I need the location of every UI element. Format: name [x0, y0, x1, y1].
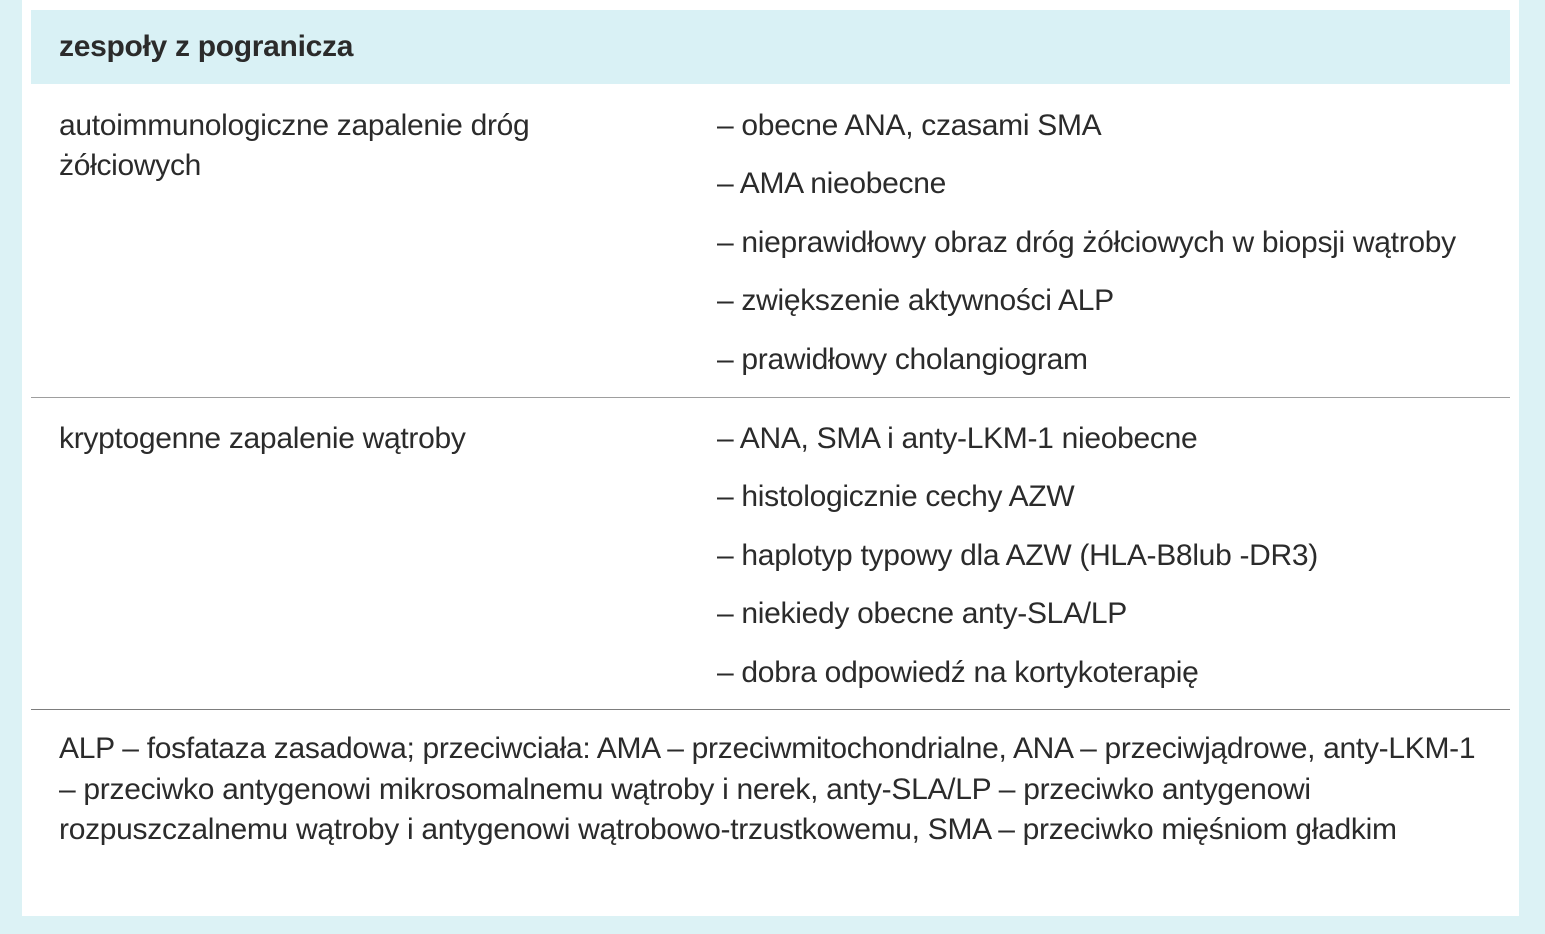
- syndrome-name: autoimmunologiczne zapalenie dróg żółciowych: [59, 109, 530, 182]
- feature-item: – haplotyp typowy dla AZW (HLA-B8lub -DR3): [717, 538, 1318, 572]
- feature-list: [717, 106, 1456, 398]
- table-row: [31, 397, 1510, 710]
- table-section-header: [31, 10, 1510, 84]
- syndrome-name: kryptogenne zapalenie wątroby: [59, 422, 466, 455]
- feature-item: – ANA, SMA i anty-LKM-1 nieobecne: [717, 422, 1198, 455]
- feature-item: – dobra odpowiedź na kortykoterapię: [717, 655, 1199, 689]
- feature-item: – histologicznie cechy AZW: [717, 480, 1075, 514]
- feature-item: – zwiększenie aktywności ALP: [717, 284, 1114, 318]
- feature-item: – nieprawidłowy obraz dróg żółciowych w biopsji wątroby: [717, 225, 1456, 259]
- feature-item: – AMA nieobecne: [717, 167, 947, 201]
- feature-list: [717, 419, 1318, 711]
- feature-item: – niekiedy obecne anty-SLA/LP: [717, 597, 1127, 631]
- feature-item: – prawidłowy cholangiogram: [717, 342, 1088, 376]
- section-title: zespoły z pogranicza: [59, 30, 354, 63]
- table-row: [31, 84, 1510, 398]
- table-footnote: ALP – fosfataza zasadowa; przeciwciała: AMA – przeciwmitochondrialne, ANA – przeciwjądrowe, anty-LKM-1 – przeciwko antygenowi mikrosomalnemu wątroby i nerek, anty-SLA/LP – przeciwko antygenowi rozpuszczalnemu wątroby i antygenowi wątrobowo-trzustkowemu, SMA – przeciwko mięśniom gładkim: [59, 732, 1476, 846]
- feature-item: – obecne ANA, czasami SMA: [717, 109, 1102, 142]
- table-panel: [22, 0, 1519, 916]
